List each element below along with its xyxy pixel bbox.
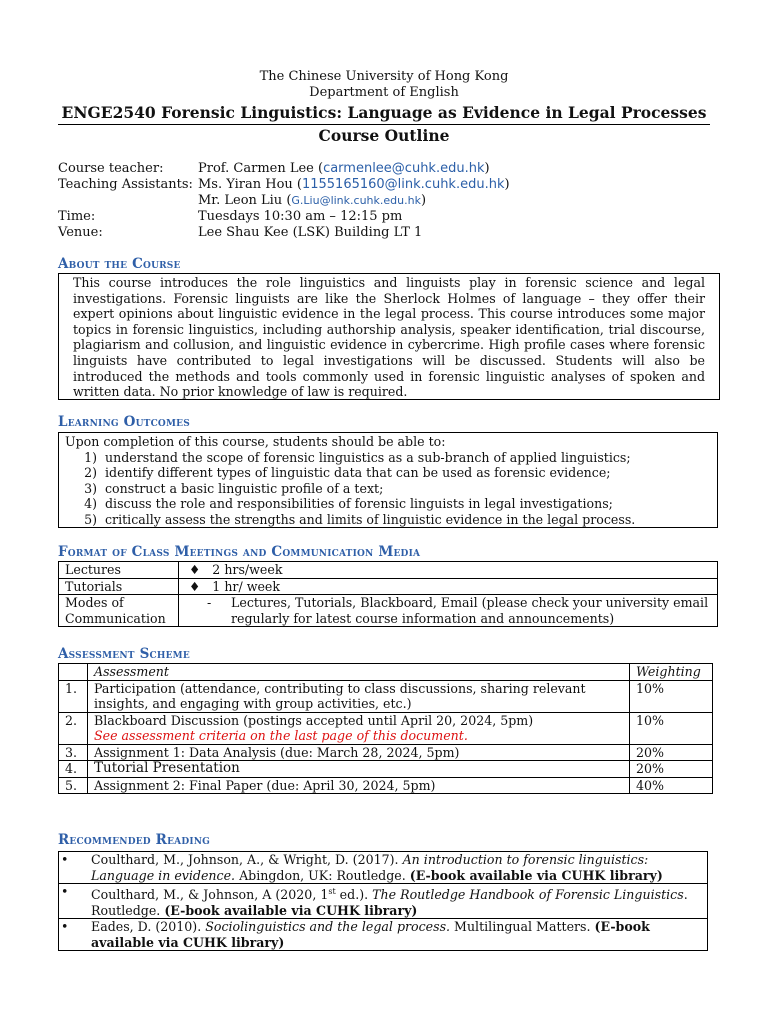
reading-item: • Coulthard, M., & Johnson, A (2020, 1st ed.). The Routledge Handbook of Forensic Linguistics. Routledge. (E-book available via CUHK library) (59, 884, 708, 919)
bullet-icon: • (59, 852, 76, 884)
ta1-email-link[interactable]: 1155165160@link.cuhk.edu.hk (301, 177, 505, 192)
outcome-item: 5) critically assess the strengths and limits of linguistic evidence in the legal process. (84, 511, 636, 527)
table-row: 3. Assignment 1: Data Analysis (due: March 28, 2024, 5pm) 20% (59, 744, 713, 761)
university-name: The Chinese University of Hong Kong (259, 69, 509, 84)
bullet-icon: ♦ (189, 578, 201, 594)
table-row: 2. Blackboard Discussion (postings accepted until April 20, 2024, 5pm) See assessment criteria on the last page of this document. 10% (59, 712, 713, 744)
table-row: 5. Assignment 2: Final Paper (due: April 30, 2024, 5pm) 40% (59, 777, 713, 794)
bullet-icon: • (59, 884, 76, 919)
ta-row (58, 177, 718, 193)
course-info (58, 161, 718, 241)
university-header (0, 69, 768, 101)
ta2-name: Mr. Leon Liu ( (198, 193, 292, 208)
table-row (59, 578, 718, 595)
about-box: This course introduces the role linguistics and linguists play in forensic science and legal investigations. Forensic linguists are like the Sherlock Holmes of language – they offer their expert opinions about linguistic evidence in the legal process. This course introduces some major topics in forensic linguistics, including authorship analysis, speaker identification, trial discourse, plagiarism and collusion, and linguistic evidence in cybercrime. High profile cases where forensic linguists have contributed to legal investigations will be discussed. Students will also be introduced the methods and tools commonly used in forensic linguistic analyses of spoken and written data. No prior knowledge of law is required. (58, 273, 720, 400)
assessment-heading: Assessment Scheme (58, 646, 190, 662)
format-table (58, 561, 718, 627)
time-value: Tuesdays 10:30 am – 12:15 pm (198, 209, 403, 224)
venue-row (58, 225, 718, 241)
table-header-row (59, 664, 713, 681)
ta1-name: Ms. Yiran Hou ( (198, 177, 302, 192)
reading-heading: Recommended Reading (58, 832, 211, 848)
teacher-row (58, 161, 718, 177)
venue-value: Lee Shau Kee (LSK) Building LT 1 (198, 225, 423, 240)
col-weighting: Weighting (630, 664, 713, 681)
table-row (59, 595, 718, 627)
outcome-item: 3) construct a basic linguistic profile of a text; (84, 480, 384, 496)
format-heading: Format of Class Meetings and Communication Media (58, 544, 421, 560)
title-divider (58, 124, 710, 125)
close-paren: ) (420, 193, 427, 208)
reading-item: • Coulthard, M., Johnson, A., & Wright, D. (2017). An introduction to forensic linguistics: Language in evidence. Abingdon, UK: Routledge. (E-book available via CUHK library) (59, 852, 708, 884)
tutorials-label: Tutorials (59, 578, 179, 595)
time-label: Time: (58, 209, 96, 224)
modes-label: Modes of Communication (59, 595, 179, 627)
about-heading: About the Course (58, 256, 181, 272)
lectures-label: Lectures (59, 562, 179, 579)
venue-label: Venue: (58, 225, 103, 240)
teacher-label: Course teacher: (58, 161, 164, 176)
department-name: Department of English (309, 85, 459, 100)
close-paren: ) (504, 177, 510, 192)
table-row: 4. Tutorial Presentation 20% (59, 761, 713, 778)
table-row (59, 562, 718, 579)
outcome-item: 1) understand the scope of forensic linguistics as a sub-branch of applied linguistics; (84, 449, 631, 465)
outcomes-box (58, 432, 718, 528)
ta2-row (58, 193, 718, 209)
outcomes-intro: Upon completion of this course, students should be able to: (65, 434, 446, 449)
outcomes-heading: Learning Outcomes (58, 414, 190, 430)
bullet-icon: ♦ (189, 562, 201, 577)
lectures-value: 2 hrs/week (212, 562, 283, 577)
bullet-icon: • (59, 919, 76, 951)
modes-value: Lectures, Tutorials, Blackboard, Email (please check your university email regularly for latest course information and announcements) (231, 595, 709, 626)
document-title: Course Outline (318, 126, 450, 145)
table-row: 1. Participation (attendance, contributing to class discussions, sharing relevant insights, and engaging with group activities, etc.) 10% (59, 680, 713, 712)
outcome-item: 2) identify different types of linguistic data that can be used as forensic evidence; (84, 465, 611, 480)
reading-item: • Eades, D. (2010). Sociolinguistics and the legal process. Multilingual Matters. (E-book available via CUHK library) (59, 919, 708, 951)
tutorials-value: 1 hr/ week (212, 578, 281, 594)
teacher-name: Prof. Carmen Lee ( (198, 161, 324, 176)
time-row (58, 209, 718, 225)
col-assessment: Assessment (88, 664, 630, 681)
dash-marker: - (207, 595, 212, 610)
teacher-email-link[interactable]: carmenlee@cuhk.edu.hk (323, 161, 485, 176)
reading-table (58, 851, 708, 951)
ta2-email-link[interactable]: G.Liu@link.cuhk.edu.hk (291, 194, 421, 207)
assessment-note: See assessment criteria on the last page of this document. (94, 728, 468, 743)
course-title: ENGE2540 Forensic Linguistics: Language as Evidence in Legal Processes (61, 103, 707, 122)
ta-label: Teaching Assistants: (58, 177, 193, 192)
assessment-table (58, 663, 713, 794)
close-paren: ) (484, 161, 490, 176)
outcome-item: 4) discuss the role and responsibilities of forensic linguists in legal investigations; (84, 496, 613, 511)
